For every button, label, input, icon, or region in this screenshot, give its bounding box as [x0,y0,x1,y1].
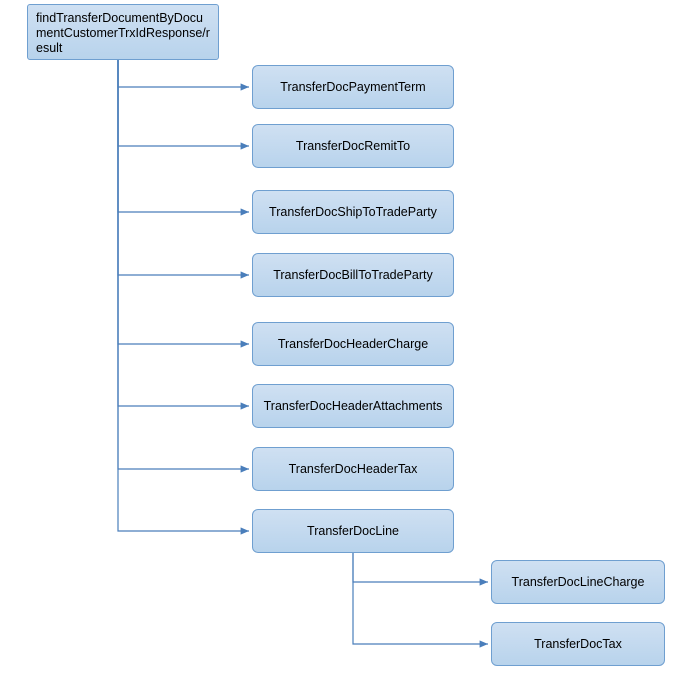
node-label: TransferDocHeaderAttachments [263,398,443,413]
edge-doc-line-line-charge [353,553,488,582]
node-transfer-doc-ship-to-trade-party[interactable] [252,190,454,234]
node-root[interactable] [27,4,219,60]
edge-root-doc-line [118,60,249,531]
edge-root-remit-to [118,60,249,146]
edge-root-ship-to-trade-party [118,60,249,212]
edge-root-header-attachments [118,60,249,406]
edge-root-bill-to-trade-party [118,60,249,275]
node-label: TransferDocHeaderTax [288,461,418,476]
node-label: TransferDocHeaderCharge [277,336,429,351]
node-transfer-doc-line[interactable] [252,509,454,553]
node-label: TransferDocShipToTradeParty [269,204,437,219]
node-transfer-doc-tax[interactable] [491,622,665,666]
edge-root-header-tax [118,60,249,469]
node-label: TransferDocLineCharge [511,574,645,589]
node-label: TransferDocTax [534,636,622,651]
edge-doc-line-doc-tax [353,553,488,644]
edge-root-header-charge [118,60,249,344]
node-label: TransferDocLine [307,523,399,538]
node-transfer-doc-bill-to-trade-party[interactable] [252,253,454,297]
edge-root-payment-term [118,60,249,87]
node-transfer-doc-payment-term[interactable] [252,65,454,109]
node-label: TransferDocBillToTradeParty [273,267,433,282]
node-transfer-doc-header-tax[interactable] [252,447,454,491]
node-transfer-doc-remit-to[interactable] [252,124,454,168]
node-transfer-doc-header-attachments[interactable] [252,384,454,428]
node-label: findTransferDocumentByDocumentCustomerTrxIdResponse/result [36,11,210,55]
node-label: TransferDocPaymentTerm [280,79,426,94]
node-transfer-doc-header-charge[interactable] [252,322,454,366]
node-label: TransferDocRemitTo [295,138,411,153]
node-transfer-doc-line-charge[interactable] [491,560,665,604]
